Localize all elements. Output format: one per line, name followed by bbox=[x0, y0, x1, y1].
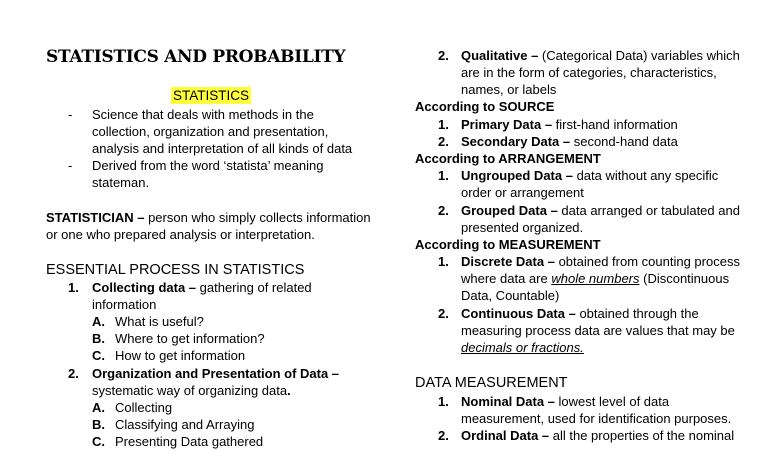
section-heading: DATA MEASUREMENT bbox=[415, 375, 568, 391]
list-item: Continuous Data – obtained through the bbox=[461, 306, 699, 321]
list-item: Data, Countable) bbox=[461, 288, 560, 303]
subsection-heading: According to ARRANGEMENT bbox=[415, 151, 601, 166]
sub-letter: C. bbox=[92, 434, 105, 449]
sub-letter: A. bbox=[92, 314, 105, 329]
list-item: order or arrangement bbox=[461, 185, 584, 200]
list-item: systematic way of organizing data. bbox=[92, 383, 291, 398]
list-number: 2. bbox=[438, 306, 449, 321]
list-item: measuring process data are values that may be bbox=[461, 323, 735, 338]
bullet-dash: - bbox=[68, 158, 73, 173]
sub-letter: B. bbox=[92, 331, 105, 346]
list-item: Discrete Data – obtained from counting process bbox=[461, 254, 740, 269]
statistician-definition: STATISTICIAN – person who simply collects information bbox=[46, 210, 371, 225]
list-item: Secondary Data – second-hand data bbox=[461, 134, 678, 149]
list-number: 1. bbox=[438, 168, 449, 183]
definition-line: Derived from the word ‘statista’ meaning bbox=[92, 158, 324, 173]
subsection-heading: According to MEASUREMENT bbox=[415, 237, 601, 252]
list-number: 2. bbox=[438, 48, 449, 63]
sub-item: Classifying and Arraying bbox=[115, 417, 255, 432]
list-number: 1. bbox=[438, 254, 449, 269]
list-number: 2. bbox=[68, 366, 79, 381]
list-item: Organization and Presentation of Data – bbox=[92, 366, 340, 381]
sub-item: How to get information bbox=[115, 348, 246, 363]
list-number: 2. bbox=[438, 203, 449, 218]
list-number: 1. bbox=[68, 280, 79, 295]
definition-line: stateman. bbox=[92, 175, 150, 190]
list-item: presented organized. bbox=[461, 220, 584, 235]
sub-letter: A. bbox=[92, 400, 105, 415]
list-number: 2. bbox=[438, 428, 449, 443]
section-heading: ESSENTIAL PROCESS IN STATISTICS bbox=[46, 262, 305, 278]
list-item: Grouped Data – data arranged or tabulated and bbox=[461, 203, 740, 218]
sub-letter: C. bbox=[92, 348, 105, 363]
list-number: 2. bbox=[438, 134, 449, 149]
highlighted-heading: STATISTICS bbox=[173, 88, 250, 103]
list-item: Nominal Data – lowest level of data bbox=[461, 394, 670, 409]
sub-item: Collecting bbox=[115, 400, 173, 415]
bullet-dash: - bbox=[68, 107, 73, 122]
list-item: measurement, used for identification purposes. bbox=[461, 411, 732, 426]
list-item: Primary Data – first-hand information bbox=[461, 117, 678, 132]
list-item: Ordinal Data – all the properties of the nominal bbox=[461, 428, 735, 443]
statistician-definition: or one who prepared analysis or interpretation. bbox=[46, 227, 315, 242]
sub-letter: B. bbox=[92, 417, 105, 432]
definition-line: analysis and interpretation of all kinds of data bbox=[92, 141, 353, 156]
page-title: STATISTICS AND PROBABILITY bbox=[46, 47, 346, 67]
list-item: information bbox=[92, 297, 157, 312]
list-item: names, or labels bbox=[461, 82, 557, 97]
list-item: Collecting data – gathering of related bbox=[92, 280, 312, 295]
list-item: decimals or fractions. bbox=[461, 340, 584, 355]
definition-line: Science that deals with methods in the bbox=[92, 107, 314, 122]
list-item: are in the form of categories, characteristics, bbox=[461, 65, 717, 80]
subsection-heading: According to SOURCE bbox=[415, 99, 555, 114]
list-number: 1. bbox=[438, 117, 449, 132]
list-item: Qualitative – (Categorical Data) variables which bbox=[461, 48, 740, 63]
sub-item: Presenting Data gathered bbox=[115, 434, 264, 449]
definition-line: collection, organization and presentation, bbox=[92, 124, 329, 139]
sub-item: What is useful? bbox=[115, 314, 204, 329]
list-item: where data are whole numbers (Discontinuous bbox=[461, 271, 730, 286]
list-item: Ungrouped Data – data without any specific bbox=[461, 168, 719, 183]
list-number: 1. bbox=[438, 394, 449, 409]
sub-item: Where to get information? bbox=[115, 331, 265, 346]
